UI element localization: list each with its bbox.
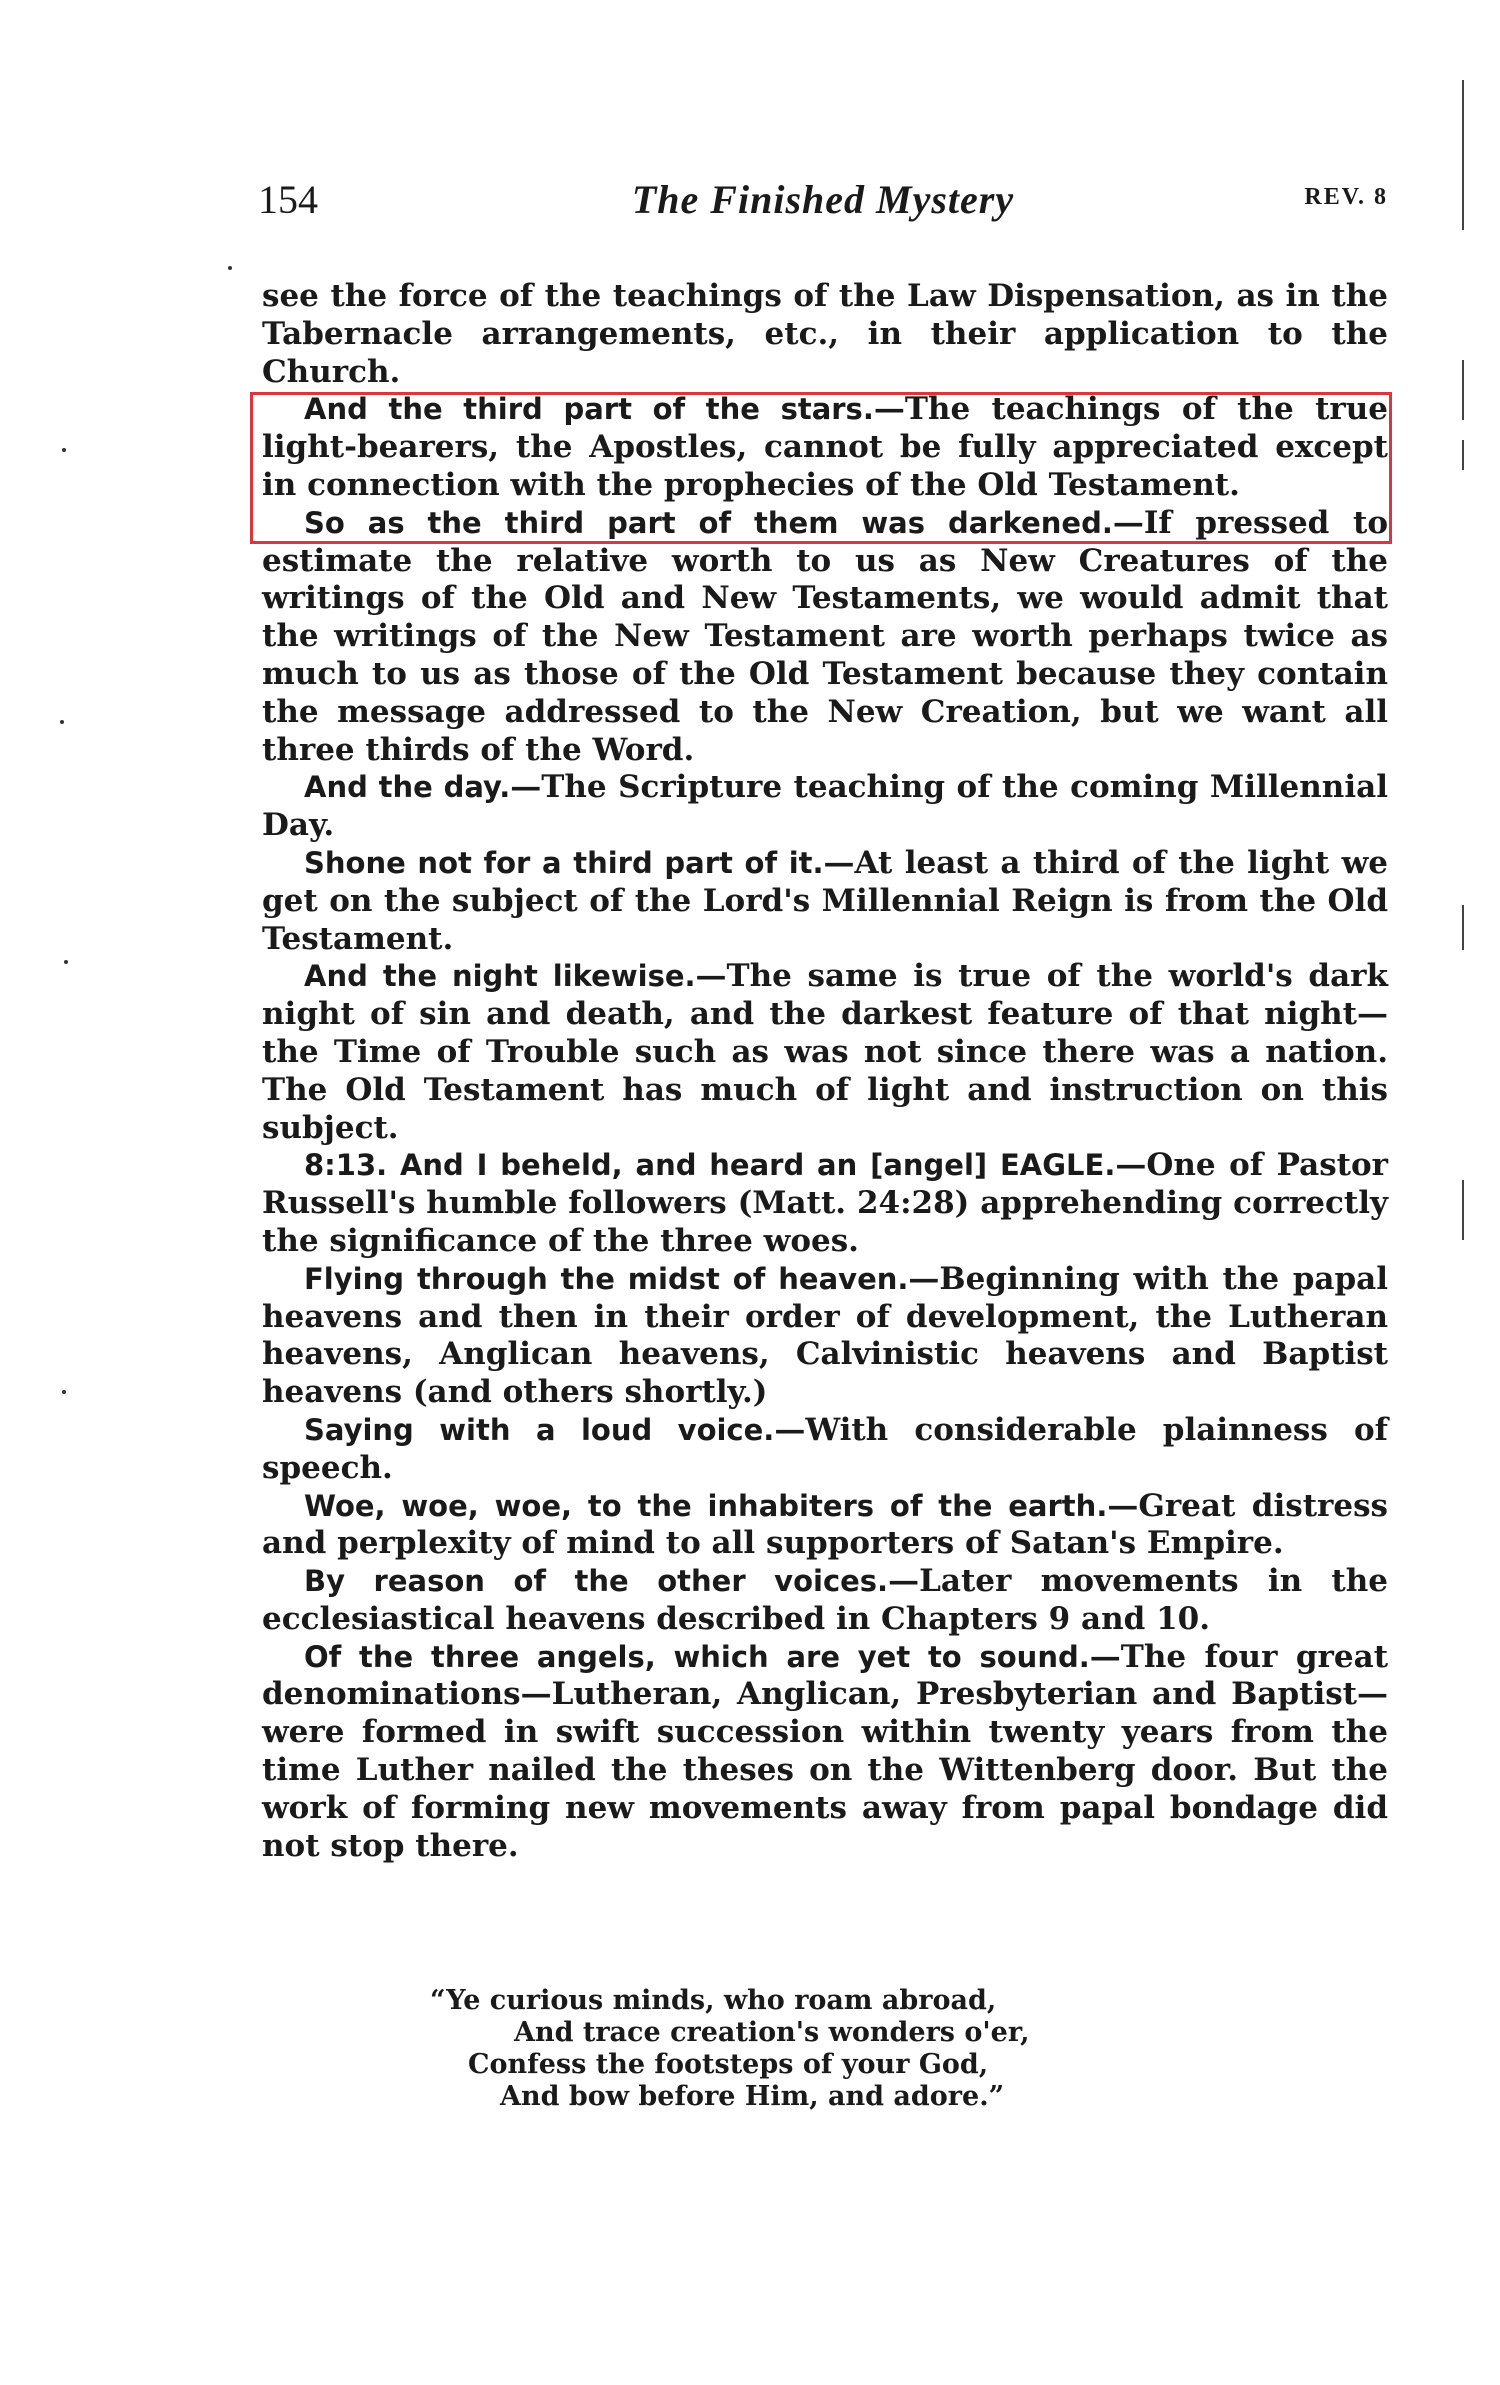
paragraph-text: —With considerable plainness of speech.: [262, 1411, 1388, 1486]
paragraph: [262, 958, 1388, 1147]
scan-edge-mark: [1462, 80, 1464, 230]
paragraph-text: —If pressed to estimate the relative worth to us as New Creatures of the writings of the Old and New Testaments, we would admit that the writings of the New Testament are worth perhaps twice as much to us as those of the Old Testament because they contain the message addressed to the New Creation, but we want all three thirds of the Word.: [262, 504, 1388, 768]
paragraph-text: —Later movements in the ecclesiastical heavens described in Chapters 9 and 10.: [262, 1563, 1388, 1637]
paragraph-lead: Woe, woe, woe, to the inhabiters of the earth.: [304, 1488, 1108, 1523]
page-body: [262, 278, 1388, 1865]
scan-speck: [64, 960, 68, 964]
paragraph: [262, 769, 1388, 845]
paragraph-lead: Shone not for a third part of it.: [304, 845, 824, 880]
poem-quote: [430, 1985, 1130, 2113]
paragraph: [262, 505, 1388, 770]
paragraph-lead: By reason of the other voices.: [304, 1564, 889, 1599]
paragraph-lead: 8:13. And I beheld, and heard an [angel] EAGLE.: [304, 1148, 1116, 1183]
paragraph-lead: And the day.: [304, 770, 511, 805]
paragraph-lead: Of the three angels, which are yet to sound.: [304, 1639, 1090, 1674]
paragraph-text: —Beginning with the papal heavens and then in their order of development, the Lutheran heavens, Anglican heavens, Calvinistic heavens and Baptist heavens (and others shortly.): [262, 1260, 1388, 1411]
scan-speck: [62, 448, 66, 452]
paragraph-text: —The teachings of the true light-bearers, the Apostles, cannot be fully appreciated except in connection with the prophecies of the Old Testament.: [262, 391, 1388, 503]
poem-line: “Ye curious minds, who roam abroad,: [430, 1985, 997, 2016]
scan-edge-mark: [1462, 905, 1464, 950]
poem-line: And bow before Him, and adore.”: [500, 2081, 1005, 2112]
paragraph: [262, 1563, 1388, 1639]
paragraph-lead: Saying with a loud voice.: [304, 1412, 775, 1447]
paragraph: [262, 1412, 1388, 1488]
running-title: The Finished Mystery: [631, 177, 1015, 222]
paragraph-lead: And the third part of the stars.: [304, 392, 874, 427]
paragraph: [262, 1488, 1388, 1564]
poem-line: And trace creation's wonders o'er,: [514, 2017, 1030, 2048]
scan-edge-mark: [1462, 1180, 1464, 1240]
paragraph-text: —The Scripture teaching of the coming Millennial Day.: [262, 769, 1388, 844]
poem-line: Confess the footsteps of your God,: [468, 2049, 989, 2080]
scan-speck: [228, 266, 232, 270]
paragraph-text: —At least a third of the light we get on the subject of the Lord's Millennial Reign is from the Old Testament.: [262, 844, 1388, 957]
scan-speck: [62, 1390, 66, 1394]
paragraph: [262, 391, 1388, 504]
scan-speck: [60, 720, 64, 724]
paragraph-lead: So as the third part of them was darkened.: [304, 505, 1113, 540]
paragraph-lead: And the night likewise.: [304, 959, 696, 994]
page-header: [258, 176, 1388, 236]
paragraph-text: —The same is true of the world's dark night of sin and death, and the darkest feature of that night—the Time of Trouble such as was not since there was a nation. The Old Testament has much of light and instruction on this subject.: [262, 958, 1388, 1146]
paragraph-text: —One of Pastor Russell's humble followers (Matt. 24:28) apprehending correctly the significance of the three woes.: [262, 1147, 1388, 1259]
page-number: 154: [258, 177, 318, 222]
paragraph: [262, 278, 1388, 391]
paragraph: [262, 1639, 1388, 1866]
scan-edge-mark: [1462, 440, 1464, 470]
paragraph: [262, 845, 1388, 958]
chapter-reference: REV. 8: [1304, 184, 1388, 210]
paragraph-lead: Flying through the midst of heaven.: [304, 1261, 909, 1296]
scan-edge-mark: [1462, 360, 1464, 420]
paragraph-text: —Great distress and perplexity of mind to all supporters of Satan's Empire.: [262, 1487, 1388, 1562]
paragraph: [262, 1147, 1388, 1260]
paragraph-text: see the force of the teachings of the Law Dispensation, as in the Tabernacle arrangements, etc., in their application to the Church.: [262, 278, 1388, 390]
paragraph-text: —The four great denominations—Lutheran, Anglican, Presbyterian and Baptist—were formed in swift succession within twenty years from the time Luther nailed the theses on the Wittenberg door. But the work of forming new movements away from papal bondage did not stop there.: [262, 1638, 1389, 1864]
paragraph: [262, 1261, 1388, 1412]
